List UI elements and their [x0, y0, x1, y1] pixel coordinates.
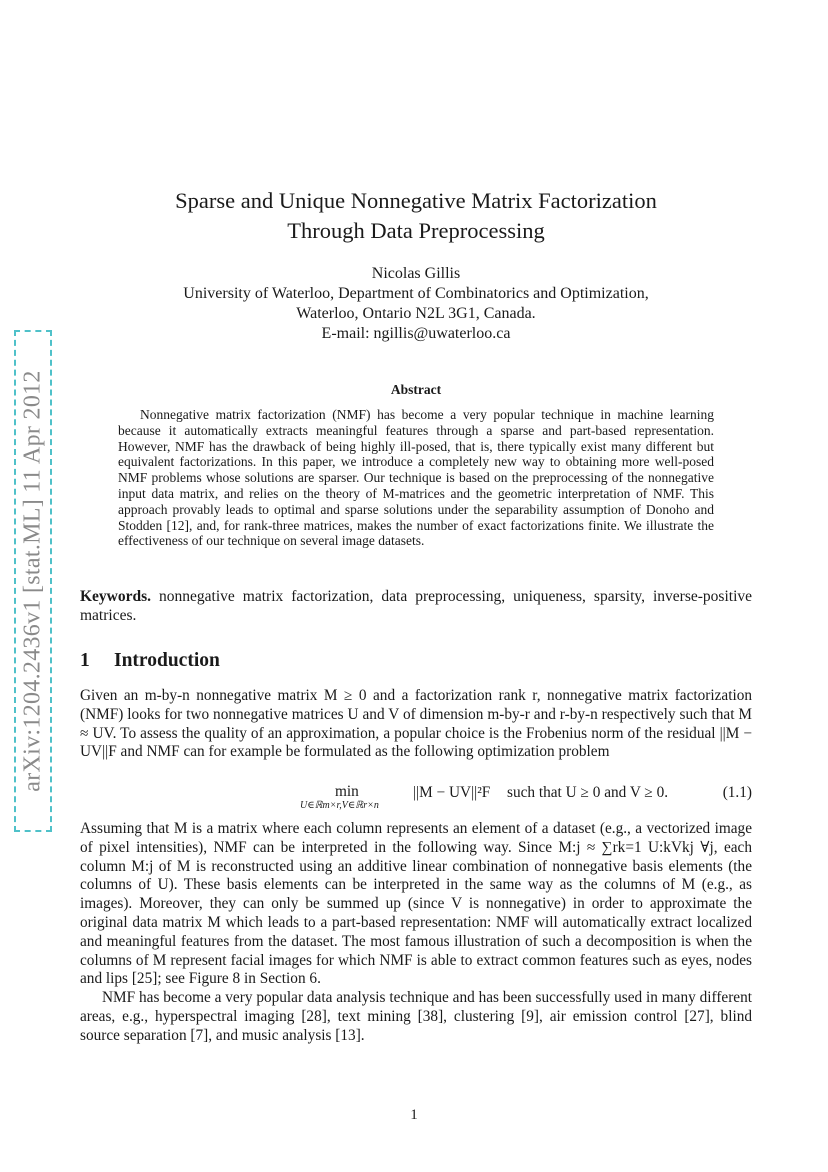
keywords-text: nonnegative matrix factorization, data preprocessing, uniqueness, sparsity, inverse-positive matrices. [80, 588, 752, 624]
title-line-2: Through Data Preprocessing [287, 218, 545, 243]
equation-subscript: U∈ℝm×r,V∈ℝr×n [300, 800, 379, 811]
page-number: 1 [410, 1107, 418, 1123]
keywords [80, 587, 752, 625]
keywords-label: Keywords. [80, 588, 152, 605]
author-block [110, 264, 722, 344]
section-title: Introduction [114, 650, 220, 671]
equation-1-1 [80, 780, 752, 814]
section-heading [80, 650, 220, 672]
arxiv-side-stamp [14, 330, 52, 832]
equation-operator: min [335, 783, 359, 800]
author-name: Nicolas Gillis [371, 265, 461, 282]
equation-constraint: such that U ≥ 0 and V ≥ 0. [507, 784, 669, 801]
intro-paragraph-2: Assuming that M is a matrix where each column represents an element of a dataset (e.g., a vectorized image of pixel intensities), NMF can be interpreted in the following way. Since M:j ≈ ∑rk=1 U:kVkj ∀j, each column M:j of M is reconstructed using an additive linear combination of nonnegative basis elements (the columns of U). These basis elements can be interpreted in the same way as the columns of M (e.g., as images). Moreover, they can only be summed up (since V is nonnegative) in order to approximate the original data matrix M which leads to a part-based representation: NMF will automatically extract localized and meaningful features from the dataset. The most famous illustration of such a decomposition is when the columns of M represent facial images for which NMF is able to extract common features such as eyes, nodes and lips [25]; see Figure 8 in Section 6. [80, 820, 752, 988]
section-number: 1 [80, 650, 90, 671]
author-affiliation-2: Waterloo, Ontario N2L 3G1, Canada. [296, 305, 536, 322]
intro-paragraph-1: Given an m-by-n nonnegative matrix M ≥ 0 and a factorization rank r, nonnegative matrix factorization (NMF) looks for two nonnegative matrices U and V of dimension m-by-r and r-by-n respectively such that M ≈ UV. To assess the quality of an approximation, a popular choice is the Frobenius norm of the residual ||M − UV||F and NMF can for example be formulated as the following optimization problem [80, 687, 752, 761]
abstract-text: Nonnegative matrix factorization (NMF) has become a very popular technique in machine learning because it automatically extracts meaningful features through a sparse and part-based representation. However, NMF has the drawback of being highly ill-posed, that is, there typically exist many different but equivalent factorizations. In this paper, we introduce a completely new way to obtaining more well-posed NMF problems whose solutions are sparser. Our technique is based on the preprocessing of the nonnegative input data matrix, and relies on the theory of M-matrices and the geometric interpretation of NMF. This approach provably leads to optimal and sparse solutions under the separability assumption of Donoho and Stodden [12], and, for rank-three matrices, makes the number of exact factorizations finite. We illustrate the effectiveness of our technique on several image datasets. [118, 407, 714, 549]
paper-title [110, 186, 722, 246]
author-affiliation-1: University of Waterloo, Department of Combinatorics and Optimization, [183, 285, 649, 302]
intro-paragraph-3: NMF has become a very popular data analysis technique and has been successfully used in many different areas, e.g., hyperspectral imaging [28], text mining [38], clustering [9], air emission control [27], blind source separation [7], and music analysis [13]. [80, 989, 752, 1044]
title-line-1: Sparse and Unique Nonnegative Matrix Factorization [175, 188, 657, 213]
equation-number: (1.1) [722, 784, 752, 801]
abstract-heading: Abstract [390, 382, 442, 397]
arxiv-identifier: arXiv:1204.2436v1 [stat.ML] 11 Apr 2012 [19, 370, 46, 792]
equation-objective: ||M − UV||²F [413, 784, 491, 801]
author-email: E-mail: ngillis@uwaterloo.ca [321, 325, 511, 342]
